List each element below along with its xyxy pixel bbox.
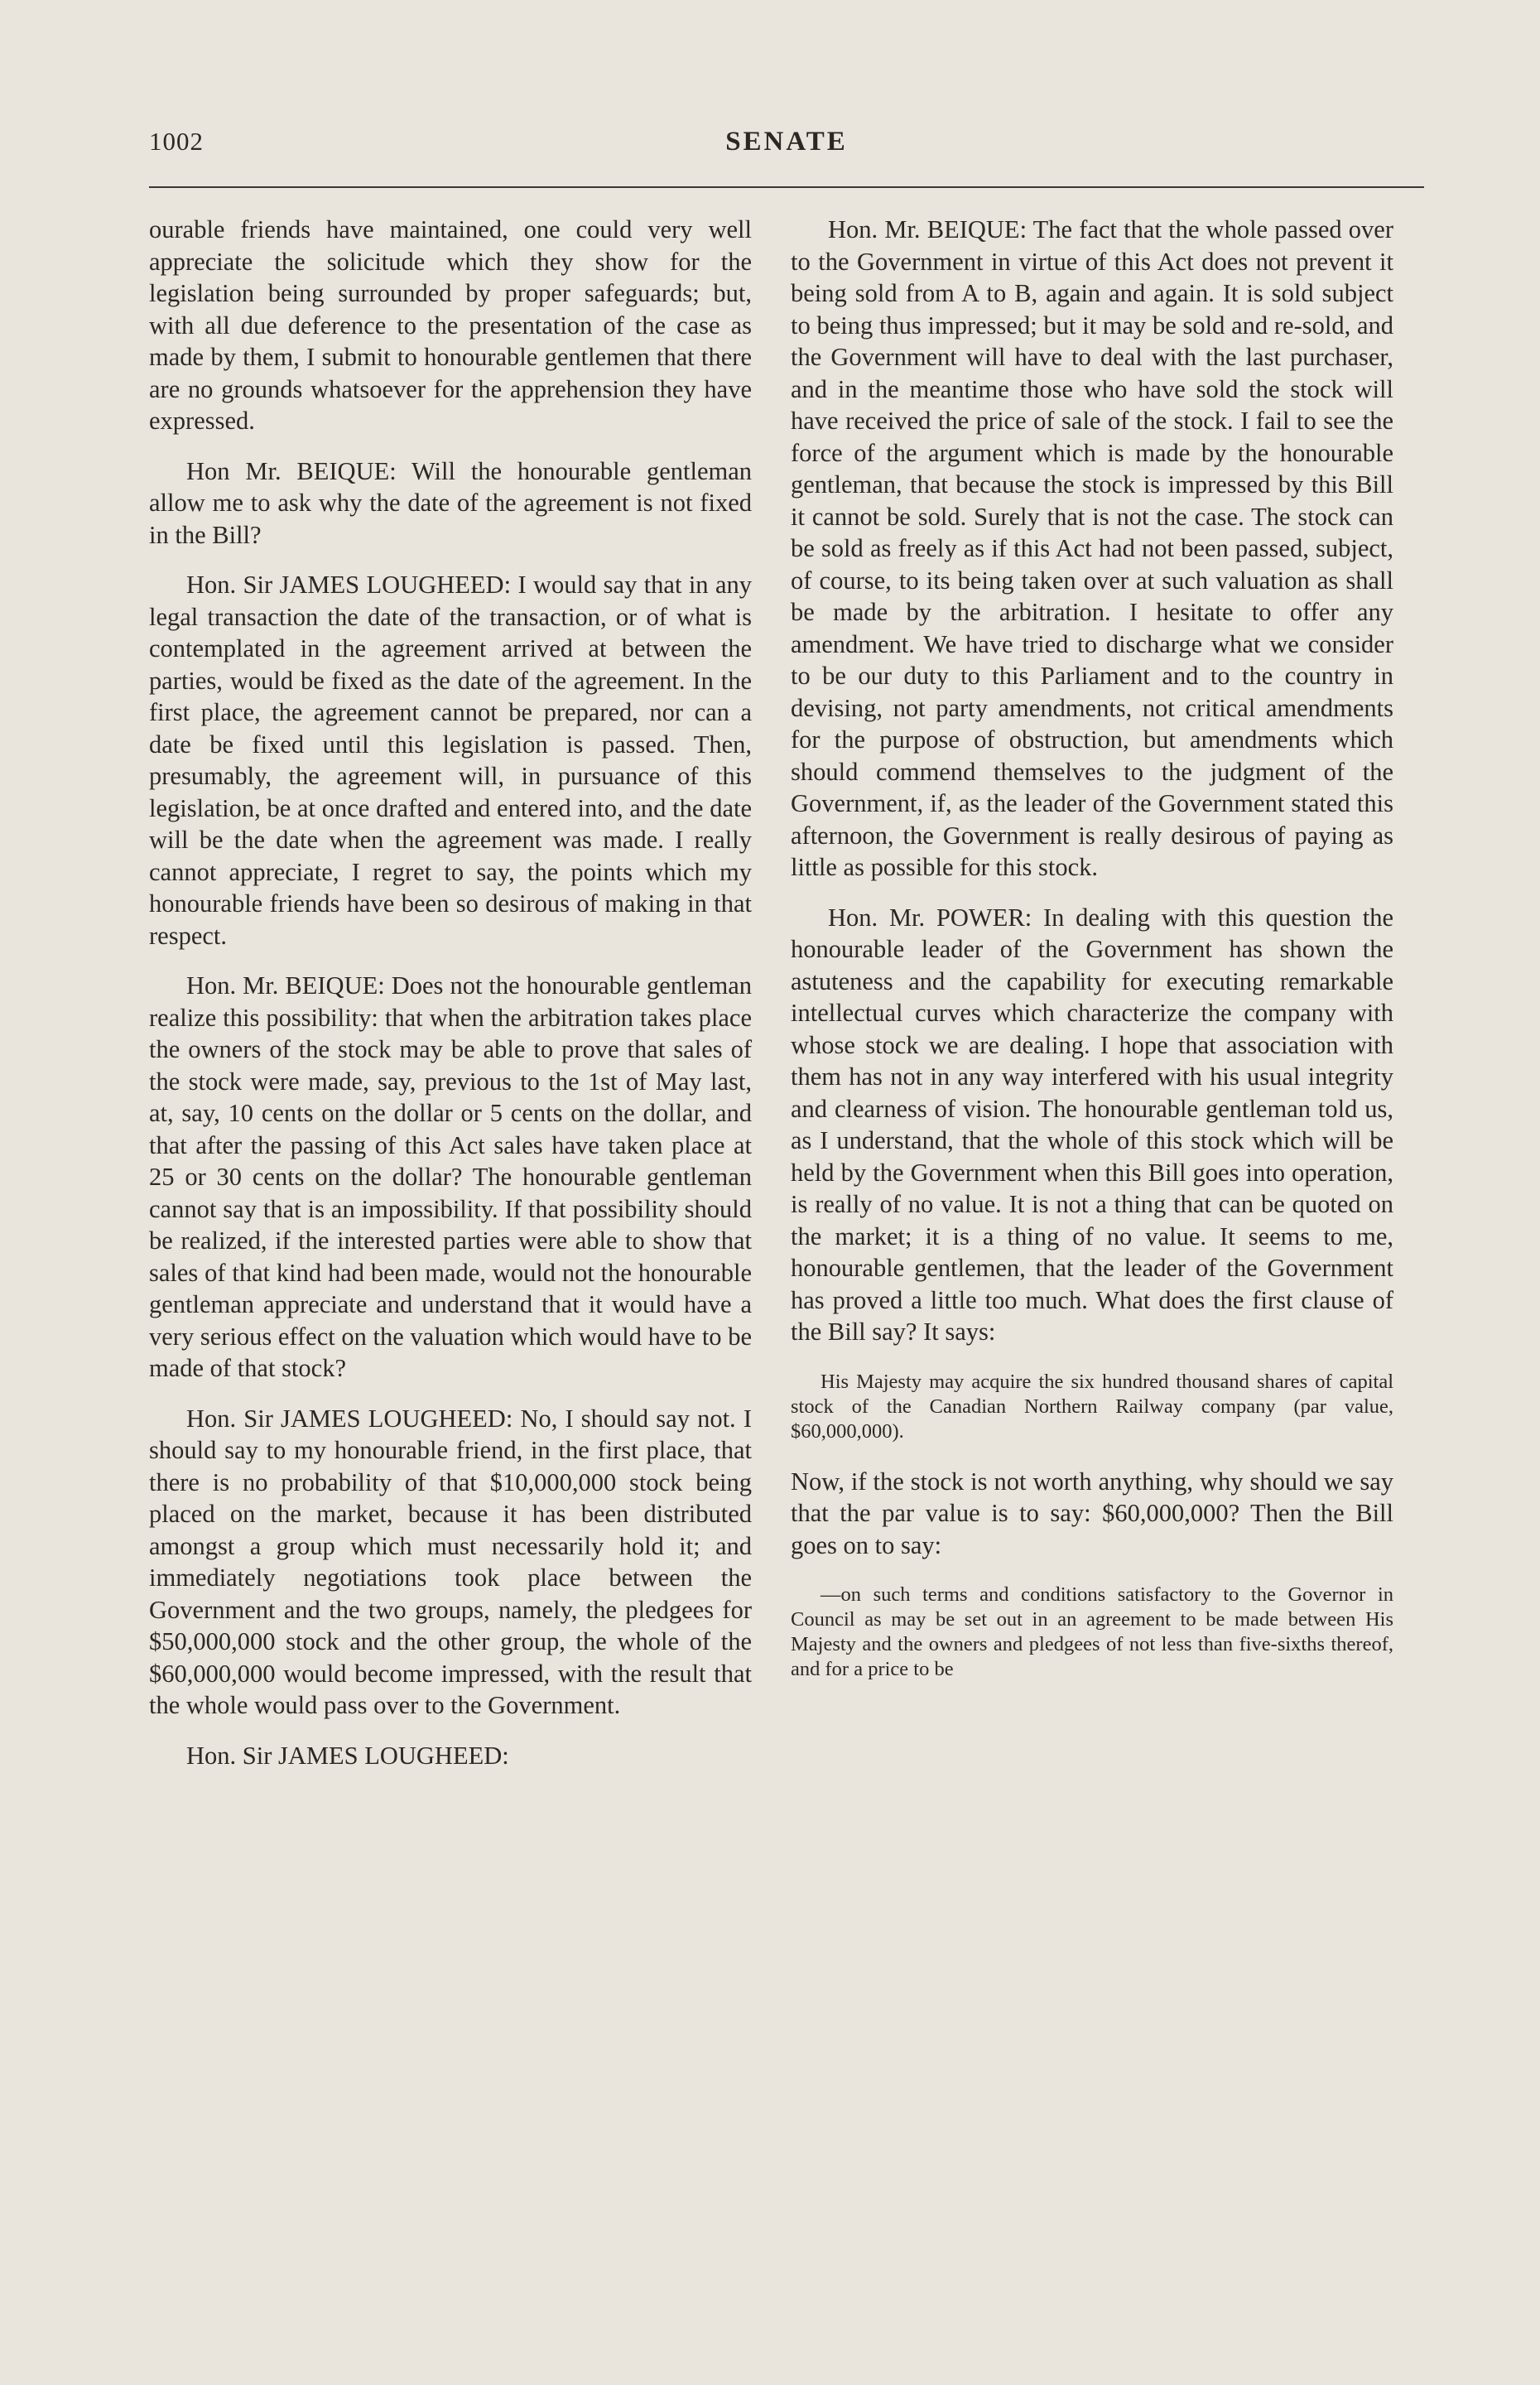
paragraph-beique-fact: Hon. Mr. BEIQUE: The fact that the whole passed over to the Government in virtue of this Act does not prevent it being sold from A to B, again and again. It is sold subject to being thus impressed; but it may be sold and re-sold, and the Government will have to deal with the last purchaser, and in the meantime those who have sold the stock will have received the price of sale of the stock. I fail to see the force of the argument which is made by the honourable gentleman, that because the stock is impressed by this Bill it cannot be sold. Surely that is not the case. The stock can be sold as freely as if this Act had not been passed, subject, of course, to its being taken over at such valuation as shall be made by the arbitration. I hesitate to offer any amendment. We have tried to discharge what we consider to be our duty to this Parliament and to the country in devising, not party amendments, not critical amendments for the purpose of obstruction, but amendments which should commend themselves to the judgment of the Government, if, as the leader of the Government stated this afternoon, the Government is really desirous of paying as little as possible for this stock.	[791, 215, 1393, 881]
paragraph-continuation: ourable friends have maintained, one could very well appreciate the solicitude which they show for the legislation being surrounded by proper safeguards; but, with all due deference to the presentation of the case as made by them, I submit to honourable gentlemen that there are no grounds whatsoever for the apprehension they have expressed.	[149, 215, 752, 435]
paragraph-beique-possibility: Hon. Mr. BEIQUE: Does not the honourable gentleman realize this possibility: that when the arbitration takes place the owners of the stock may be able to prove that sales of the stock were made, say, previous to the 1st of May last, at, say, 10 cents on the dollar or 5 cents on the dollar, and that after the passing of this Act sales have taken place at 25 or 30 cents on the dollar? The honourable gentleman cannot say that is an impossibility. If that possibility should be realized, if the interested parties were able to show that sales of that kind had been made, would not the honourable gentleman appreciate and understand that it would have a very serious effect on the valuation which would have to be made of that stock?	[149, 971, 752, 1382]
bill-quote-1: His Majesty may acquire the six hundred thousand shares of capital stock of the Canadian Northern Railway company (par value, $60,000,000).	[791, 1370, 1393, 1443]
bill-quote-2: —on such terms and conditions satisfactory to the Governor in Council as may be set out in an agreement to be made between His Majesty and the owners and pledgees of not less than five-sixths thereof, and for a price to be	[791, 1583, 1393, 1680]
running-head: SENATE	[725, 127, 848, 157]
paragraph-lougheed-no: Hon. Sir JAMES LOUGHEED: No, I should say not. I should say to my honourable friend, in the first place, that there is no probability of that $10,000,000 stock being placed on the market, because it has been distributed amongst a group which must necessarily hold it; and immediately negotiations took place between the Government and the two groups, namely, the pledgees for $50,000,000 stock and the other group, the whole of the $60,000,000 would become impressed, with the result that the whole would pass over to the Government.	[149, 1404, 752, 1719]
paragraph-lougheed-speaker: Hon. Sir JAMES LOUGHEED:	[186, 1741, 509, 1770]
page-header	[149, 120, 1424, 170]
paragraph-beique-question: Hon Mr. BEIQUE: Will the honourable gentleman allow me to ask why the date of the agreement is not fixed in the Bill?	[149, 456, 752, 549]
right-column	[791, 214, 1393, 1682]
paragraph-lougheed-reply: Hon. Sir JAMES LOUGHEED: I would say that in any legal transaction the date of the transaction, or of what is contemplated in the agreement arrived at between the parties, would be fixed as the date of the agreement. In the first place, the agreement cannot be prepared, nor can a date be fixed until this legislation is passed. Then, presumably, the agreement will, in pursuance of this legislation, be at once drafted and entered into, and the date will be the date when the agreement was made. I really cannot appreciate, I regret to say, the points which my honourable friends have been so desirous of making in that respect.	[149, 571, 752, 950]
paragraph-power: Hon. Mr. POWER: In dealing with this question the honourable leader of the Government has shown the astuteness and the capability for executing remarkable intellectual curves which characterize the company with whose stock we are dealing. I hope that association with them has not in any way interfered with his usual integrity and clearness of vision. The honourable gentleman told us, as I understand, that the whole of this stock which will be held by the Government when this Bill goes into operation, is really of no value. It is not a thing that can be quoted on the market; it is a thing of no value. It seems to me, honourable gentlemen, that the leader of the Government has proved a little too much. What does the first clause of the Bill say? It says:	[791, 903, 1393, 1346]
paragraph-par-value: Now, if the stock is not worth anything, why should we say that the par value is to say: $60,000,000? Then the Bill goes on to say:	[791, 1467, 1393, 1559]
header-rule	[149, 186, 1424, 188]
left-column	[149, 214, 752, 1771]
page-number: 1002	[149, 127, 204, 156]
